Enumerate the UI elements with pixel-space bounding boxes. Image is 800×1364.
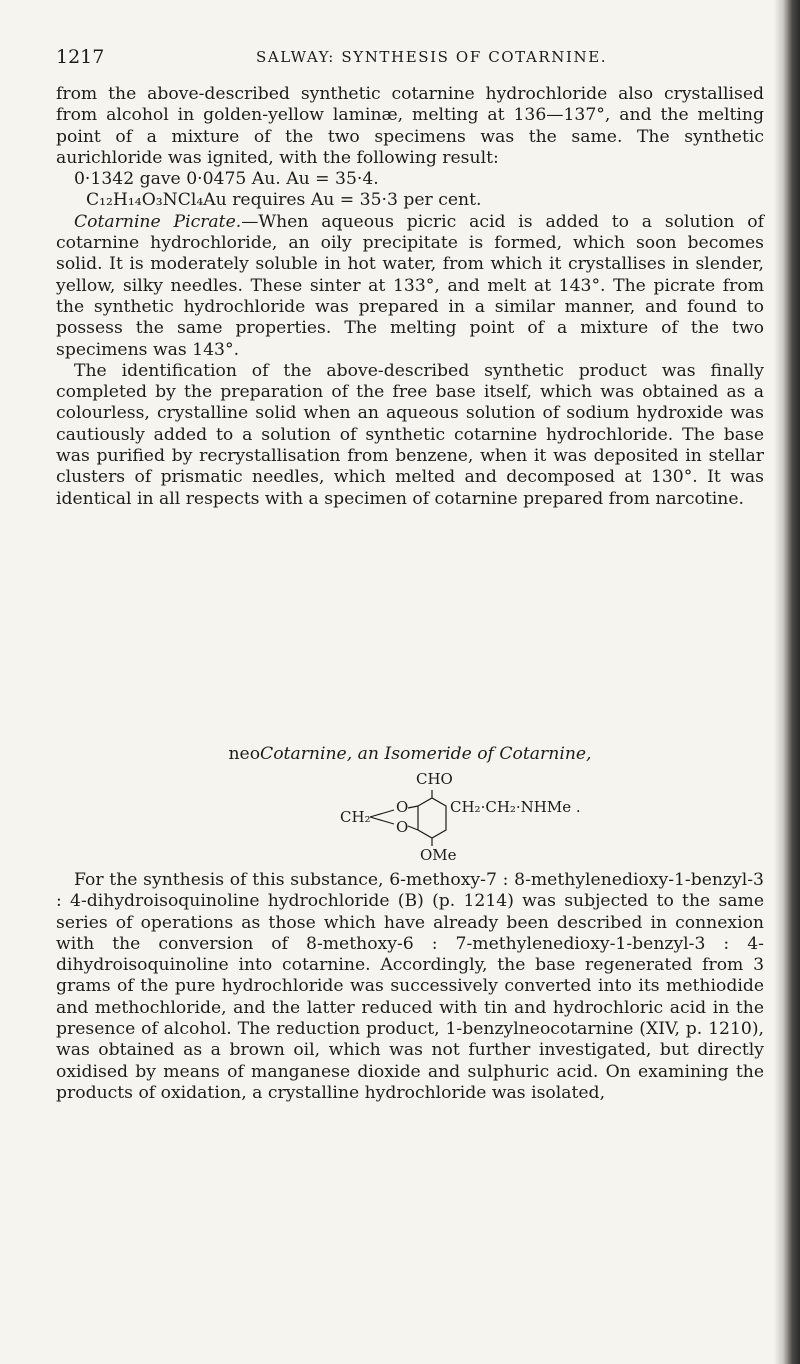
neocotarnine-text: For the synthesis of this substance, 6-methoxy-7 : 8-methylenedioxy-1-benzyl-3 : 4-dihydroisoquinoline hydrochloride (B) (p. 1214) was subjected to the same series of operations as those which have already been described in connexion with the conversion of 8-methoxy-6 : 7-methylenedioxy-1-benzyl-3 : 4-dihydroisoquinoline into cotarnine. Accordingly, the base regenerated from 3 grams of the pure hydrochloride was successively converted into its methiodide and methochloride, and the latter reduced with tin and hydrochloric acid in the presence of alcohol. The reduction product, 1-benzylneocotarnine (XIV, p. 1210), was obtained as a brown oil, which was not further investigated, but directly oxidised by means of manganese dioxide and sulphuric acid. On examining the products of oxidation, a crystalline hydrochloride was isolated, (56, 870, 764, 1103)
ome-label: OMe (420, 846, 457, 864)
page-number: 1217 (56, 46, 105, 68)
analysis-result: 0·1342 gave 0·0475 Au. Au = 35·4. (74, 169, 379, 190)
side-chain-label: CH₂·CH₂·NHMe . (450, 798, 581, 816)
o-bottom-label: O (396, 818, 409, 836)
neocotarnine-paragraph (56, 870, 764, 1104)
picrate-text: —When aqueous picric acid is added to a solution of cotarnine hydrochloride, an oily precipitate is formed, which soon becomes solid. It is moderately soluble in hot water, from which it crystallises in slender, yellow, silky needles. These sinter at 133°, and melt at 143°. The picrate from the synthetic hydrochloride was prepared in a similar manner, and found to possess the same properties. The melting point of a mixture of the two specimens was 143°. (56, 211, 764, 360)
paragraph-picrate (56, 212, 764, 361)
analysis-requires: C₁₂H₁₄O₃NCl₄Au requires Au = 35·3 per cent. (86, 190, 482, 211)
section-heading-picrate: Cotarnine Picrate. (74, 211, 242, 232)
title-italic: Cotarnine, an Isomeride of Cotarnine, (260, 744, 592, 764)
o-top-label: O (396, 798, 409, 816)
body-text (56, 84, 764, 510)
structural-formula (340, 768, 720, 868)
paragraph-aurichloride: from the above-described synthetic cotarnine hydrochloride also crystallised from alcohol in golden-yellow laminæ, melting at 136—137°, and the melting point of a mixture of the two specimens was the same. The synthetic aurichloride was ignited, with the following result: (56, 84, 764, 168)
ch2-label: CH₂ (340, 808, 371, 826)
title-prefix: neo (228, 744, 261, 764)
cho-label: CHO (416, 770, 453, 788)
page-edge-shadow (774, 0, 800, 1364)
page-header (56, 46, 756, 70)
neocotarnine-title (56, 744, 764, 764)
paragraph-identification: The identification of the above-described synthetic product was finally completed by the preparation of the free base itself, which was obtained as a colourless, crystalline solid when an aqueous solution of sodium hydroxide was cautiously added to a solution of synthetic cotarnine hydrochloride. The base was purified by recrystallisation from benzene, when it was deposited in stellar clusters of prismatic needles, which melted and decomposed at 130°. It was identical in all respects with a specimen of cotarnine prepared from narcotine. (56, 360, 764, 509)
running-head: SALWAY: SYNTHESIS OF COTARNINE. (256, 48, 608, 66)
